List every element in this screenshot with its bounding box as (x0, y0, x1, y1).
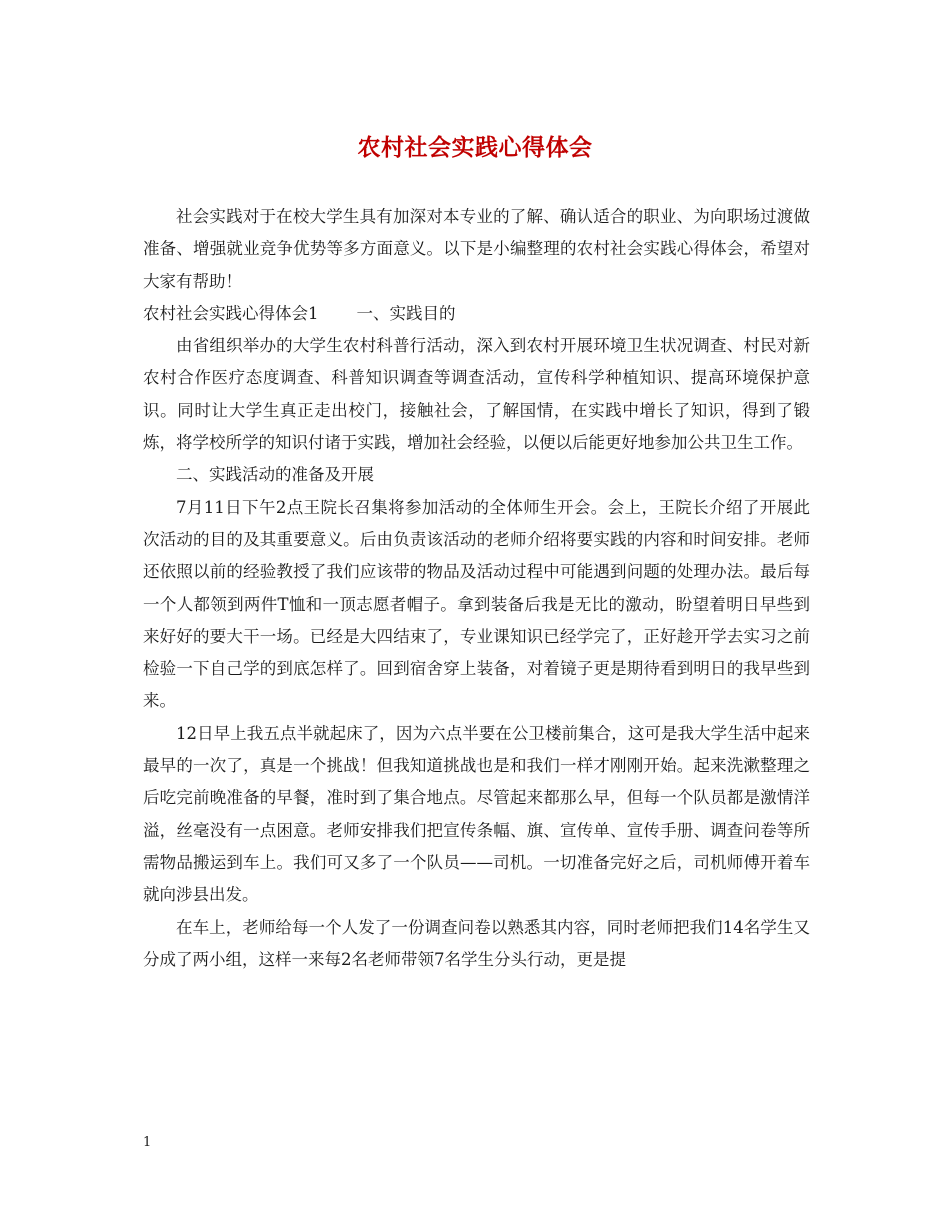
departure-paragraph: 12日早上我五点半就起床了，因为六点半要在公卫楼前集合，这可是我大学生活中起来最早的一次了，真是一个挑战！但我知道挑战也是和我们一样才刚刚开始。起来洗漱整理之后吃完前晚准备的早餐，准时到了集合地点。尽管起来都那么早，但每一个队员都是激情洋溢，丝毫没有一点困意。老师安排我们把宣传条幅、旗、宣传单、宣传手册、调查问卷等所需物品搬运到车上。我们可又多了一个队员——司机。一切准备完好之后，司机师傅开着车就向涉县出发。 (143, 723, 810, 905)
page-number: 1 (143, 1135, 152, 1150)
document-title: 农村社会实践心得体会 (357, 134, 593, 161)
bus-paragraph: 在车上，老师给每一个人发了一份调查问卷以熟悉其内容，同时老师把我们14名学生又分成了两小组，这样一来每2名老师带领7名学生分头行动，更是提 (143, 917, 810, 969)
intro-paragraph: 社会实践对于在校大学生具有加深对本专业的了解、确认适合的职业、为向职场过渡做准备、增强就业竞争优势等多方面意义。以下是小编整理的农村社会实践心得体会，希望对大家有帮助！ (143, 207, 810, 291)
purpose-paragraph: 由省组织举办的大学生农村科普行活动，深入到农村开展环境卫生状况调查、村民对新农村合作医疗态度调查、科普知识调查等调查活动，宣传科学种植知识、提高环境保护意识。同时让大学生真正走出校门，接触社会，了解国情，在实践中增长了知识，得到了锻炼，将学校所学的知识付诸于实践，增加社会经验，以便以后能更好地参加公共卫生工作。 (143, 336, 810, 453)
section-heading-line (143, 298, 810, 330)
section-heading-3: 二、实践活动的准备及开展 (176, 465, 374, 485)
preparation-paragraph: 7月11日下午2点王院长召集将参加活动的全体师生开会。会上，王院长介绍了开展此次活动的目的及其重要意义。后由负责该活动的老师介绍将要实践的内容和时间安排。老师还依照以前的经验教授了我们应该带的物品及活动过程中可能遇到问题的处理办法。最后每一个人都领到两件T恤和一顶志愿者帽子。拿到装备后我是无比的激动，盼望着明日早些到来好好的要大干一场。已经是大四结束了，专业课知识已经学完了，正好趁开学去实习之前检验一下自己学的到底怎样了。回到宿舍穿上装备，对着镜子更是期待看到明日的我早些到来。 (143, 497, 810, 711)
section-heading-1: 农村社会实践心得体会1 (143, 303, 319, 323)
document-body (143, 201, 810, 976)
section-heading-2: 一、实践目的 (356, 303, 456, 323)
